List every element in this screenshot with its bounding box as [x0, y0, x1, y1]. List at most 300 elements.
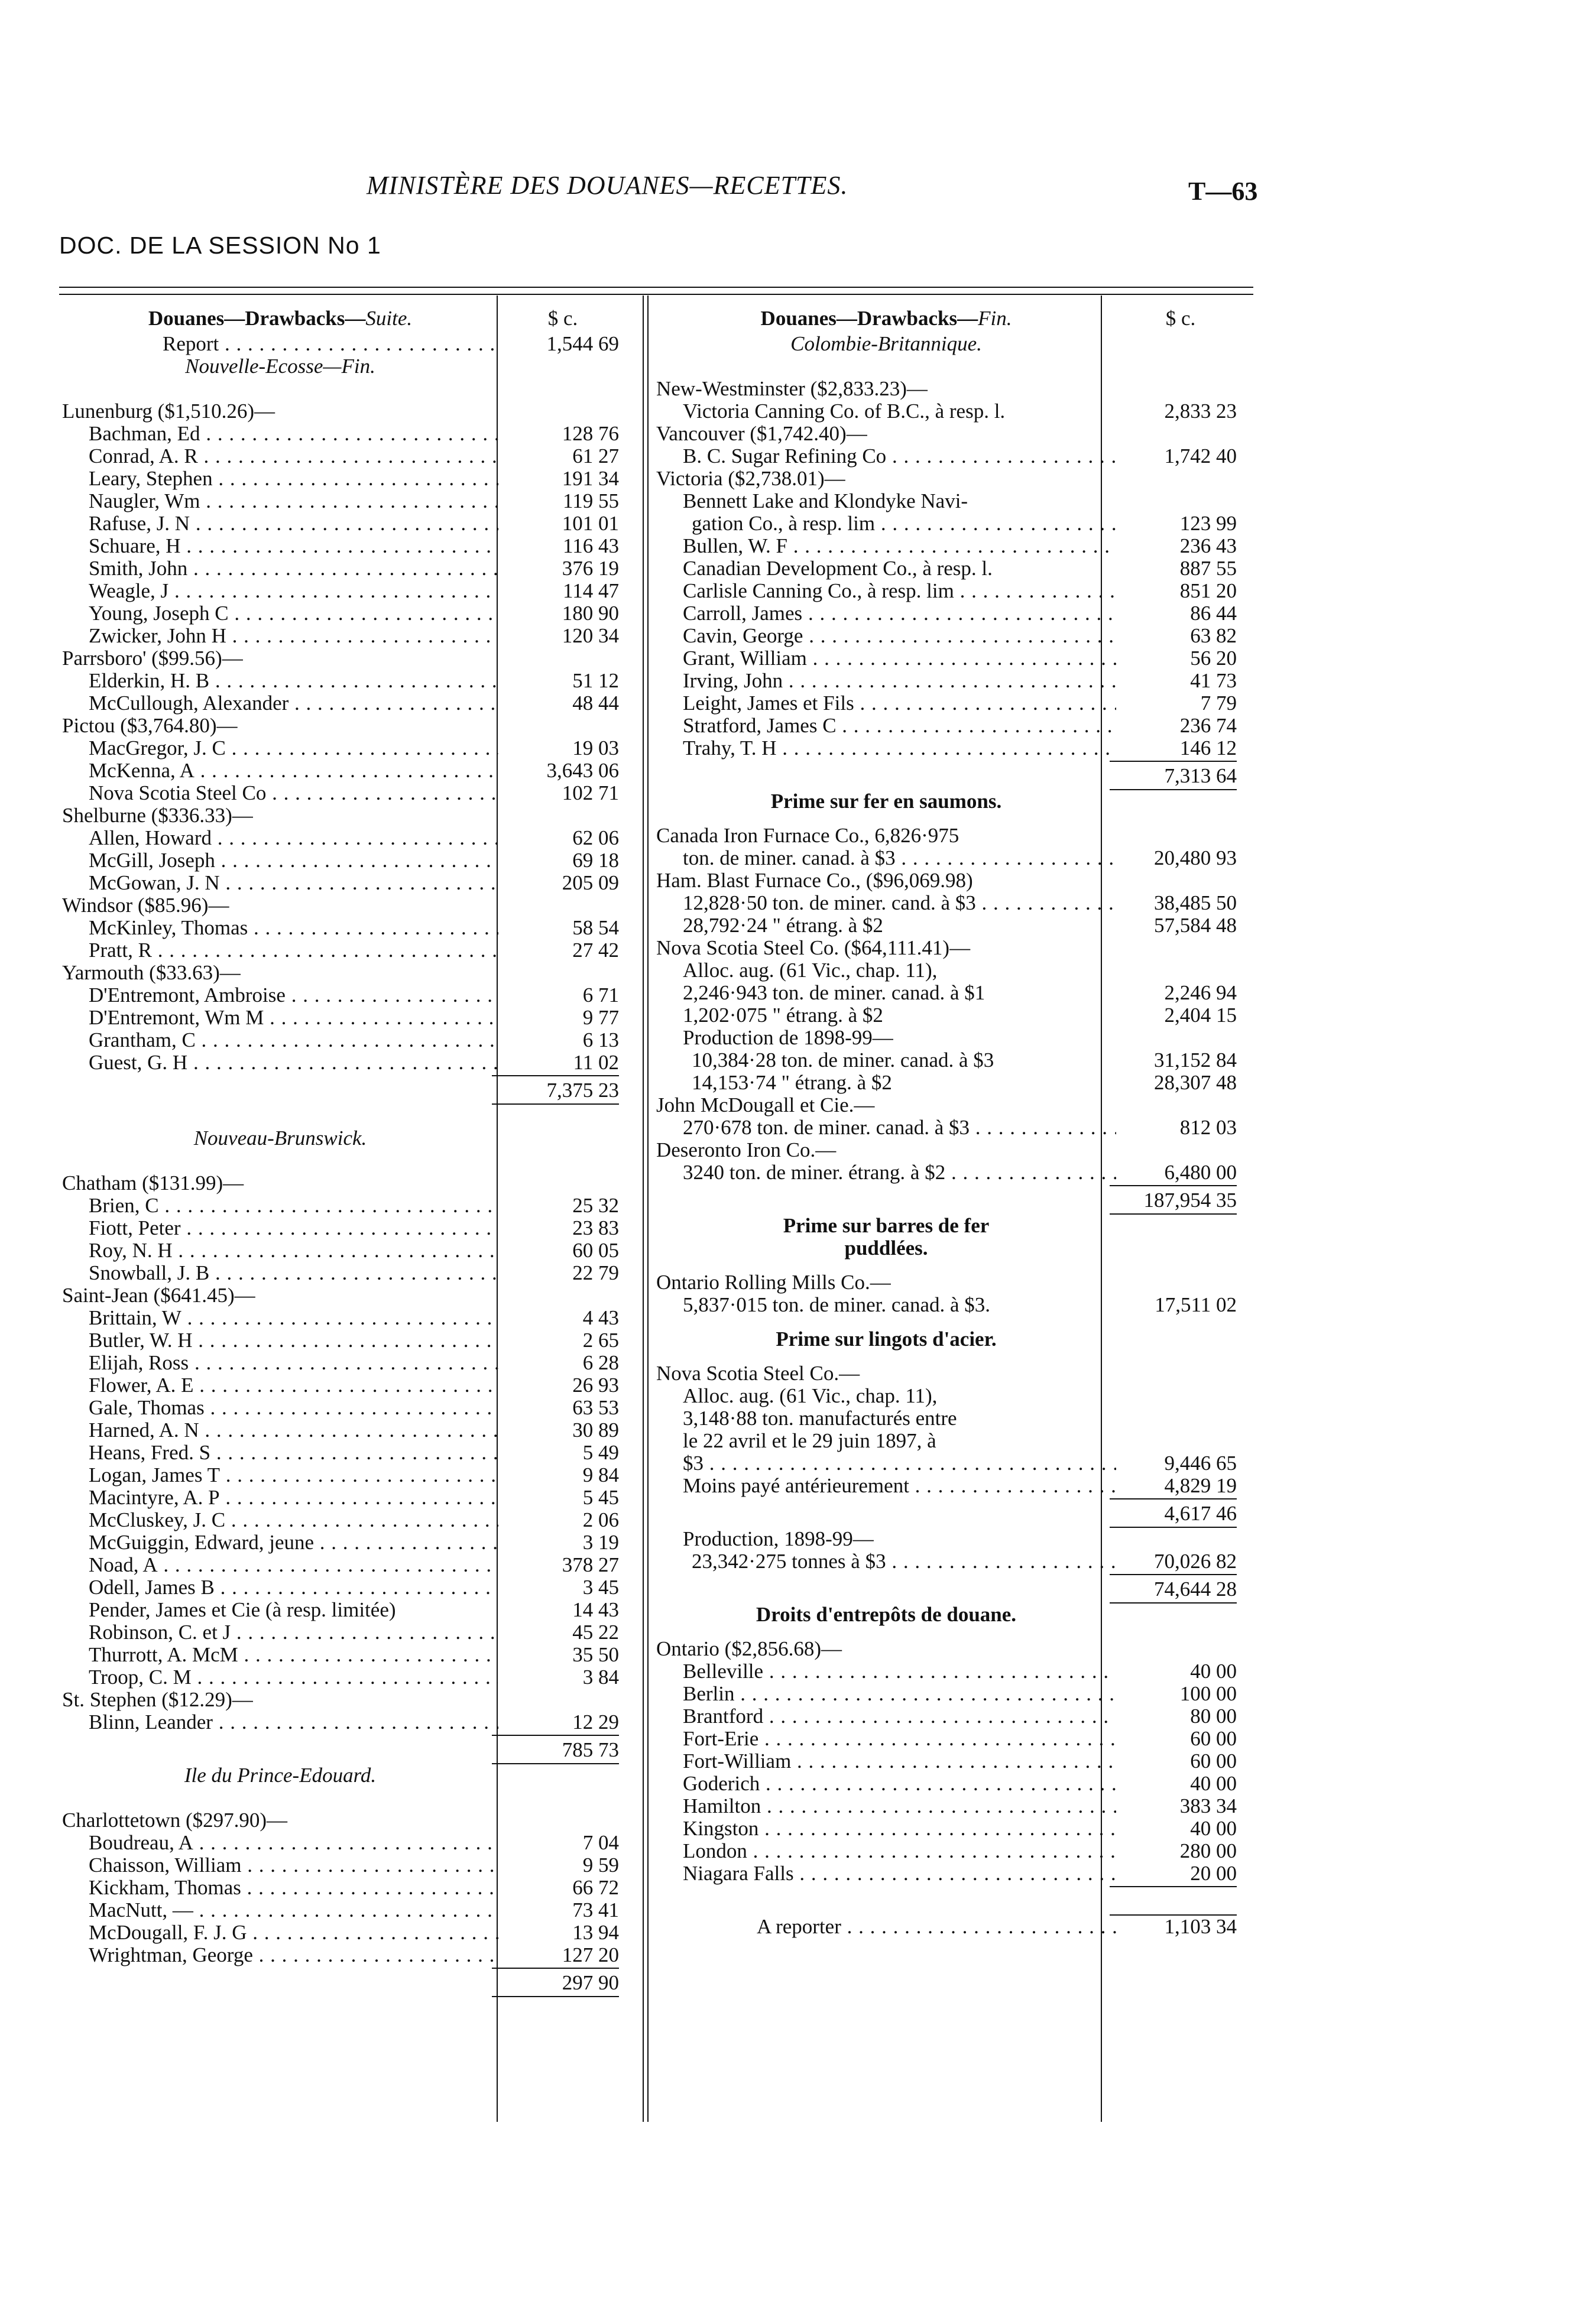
entry-row — [656, 625, 1247, 647]
leader-dots — [219, 333, 498, 355]
entry-label: London — [683, 1840, 747, 1862]
leader-dots — [286, 984, 498, 1007]
row-label-cell — [62, 557, 498, 580]
spacer — [62, 378, 630, 400]
entry-row — [62, 1307, 630, 1329]
leader-dots — [253, 1944, 498, 1966]
entry-amount: 146 12 — [1179, 736, 1237, 759]
entry-label: MacNutt, — — [89, 1899, 193, 1921]
group-heading-text: Nova Scotia Steel Co.— — [656, 1362, 860, 1385]
row-label-cell — [656, 1550, 1116, 1573]
row-label-cell — [656, 1407, 1116, 1430]
leader-dots — [763, 1660, 1116, 1683]
group-heading — [656, 1271, 1247, 1294]
group-heading-text: Nova Scotia Steel Co. ($64,111.41)— — [656, 937, 971, 959]
entry-label: Odell, James B — [89, 1576, 215, 1599]
entry-label: Flower, A. E — [89, 1374, 194, 1397]
entry-label: McCluskey, J. C — [89, 1509, 226, 1531]
leader-dots — [209, 670, 498, 692]
row-label-cell — [62, 490, 498, 512]
spacer — [656, 1260, 1247, 1271]
leader-dots — [704, 1452, 1116, 1475]
leader-dots — [196, 1029, 498, 1051]
subtotal-row — [62, 1734, 630, 1764]
entry-row — [62, 759, 630, 782]
entry-amount: 25 32 — [572, 1194, 619, 1217]
entry-row — [62, 1352, 630, 1374]
entry-label: Schuare, H — [89, 535, 181, 557]
left-heading: Douanes—Drawbacks—Suite. — [148, 307, 413, 330]
leader-dots — [200, 423, 498, 445]
row-label-cell — [656, 468, 1116, 490]
row-label-cell — [62, 1666, 498, 1689]
entry-amount: 40 00 — [1190, 1660, 1237, 1683]
entry-amount: 23 83 — [572, 1216, 619, 1239]
entry-amount: 73 41 — [572, 1898, 619, 1921]
entry-label: Carroll, James — [683, 602, 803, 625]
leader-dots — [758, 1817, 1116, 1840]
leader-dots — [747, 1840, 1116, 1862]
entry-amount: 35 50 — [572, 1643, 619, 1666]
entry-label: Rafuse, J. N — [89, 512, 190, 535]
row-label-cell — [62, 1127, 498, 1150]
spacer — [62, 1105, 630, 1127]
entry-row — [656, 1475, 1247, 1497]
leader-dots — [220, 1464, 498, 1486]
row-label-cell — [656, 647, 1116, 670]
row-label-cell — [656, 1660, 1116, 1683]
leader-dots — [763, 1705, 1116, 1728]
entry-label: MacGregor, J. C — [89, 737, 226, 759]
entry-row — [62, 1554, 630, 1576]
leader-dots — [199, 1419, 498, 1442]
entry-label: 14,153·74 " étrang. à $2 — [692, 1072, 892, 1094]
group-heading-text: Parrsboro' ($99.56)— — [62, 647, 243, 670]
leader-dots — [192, 1666, 498, 1689]
spacer — [656, 355, 1247, 378]
subtotal-amount: 7,313 64 — [1164, 764, 1237, 787]
leader-dots — [181, 1217, 498, 1239]
entry-amount: 3 84 — [582, 1666, 619, 1689]
row-label-cell — [62, 1509, 498, 1531]
entry-row — [62, 939, 630, 962]
entry-row — [62, 535, 630, 557]
row-label-cell — [62, 647, 498, 670]
row-label-cell — [62, 782, 498, 804]
carry-forward-row — [656, 1916, 1247, 1938]
entry-amount: 1,103 34 — [1164, 1915, 1237, 1938]
row-label-cell — [656, 333, 1116, 355]
entry-row — [656, 535, 1247, 557]
entry-label: 12,828·50 ton. de miner. cand. à $3 — [683, 892, 976, 914]
spacer — [62, 1787, 630, 1809]
entry-amount: 123 99 — [1179, 512, 1237, 535]
subtotal-row — [656, 1497, 1247, 1528]
entry-amount: 3 45 — [582, 1576, 619, 1599]
entry-label: Naugler, Wm — [89, 490, 200, 512]
entry-amount: 17,511 02 — [1155, 1293, 1237, 1316]
entry-label: Boudreau, A — [89, 1832, 193, 1854]
row-label-cell — [62, 1764, 498, 1787]
row-label-cell — [656, 490, 1116, 512]
center-divider-b — [647, 296, 649, 2122]
leader-dots — [791, 1750, 1116, 1773]
entry-amount: 128 76 — [562, 422, 619, 445]
leader-dots — [241, 1877, 498, 1899]
left-unit-header: $ c. — [547, 307, 578, 330]
row-label-cell — [62, 715, 498, 737]
entry-amount: 63 82 — [1190, 624, 1237, 647]
entry-amount: 236 74 — [1179, 714, 1237, 737]
row-label-cell — [62, 984, 498, 1007]
entry-amount: 80 00 — [1190, 1705, 1237, 1728]
row-label-cell — [62, 1217, 498, 1239]
leader-dots — [231, 1621, 498, 1644]
row-label-cell — [62, 1239, 498, 1262]
region-heading-text: Nouvelle-Ecosse—Fin. — [185, 355, 375, 378]
region-heading-text: Colombie-Britannique. — [790, 333, 982, 355]
row-label-cell — [656, 1430, 1116, 1452]
group-heading — [62, 1284, 630, 1307]
entry-row — [656, 490, 1247, 512]
entry-amount: 14 43 — [572, 1598, 619, 1621]
row-label-cell — [62, 1554, 498, 1576]
leader-dots — [194, 759, 498, 782]
entry-row — [62, 827, 630, 849]
subtotal-rule-bottom — [492, 1996, 619, 1997]
entry-amount: 3 19 — [582, 1531, 619, 1554]
entry-amount: 20 00 — [1190, 1862, 1237, 1885]
entry-label: 5,837·015 ton. de miner. canad. à $3. — [683, 1294, 991, 1316]
row-label-cell — [656, 1139, 1116, 1161]
entry-row — [62, 1944, 630, 1966]
entry-label: McGill, Joseph — [89, 849, 215, 872]
region-heading — [62, 1127, 630, 1150]
entry-label: McCullough, Alexander — [89, 692, 289, 715]
leader-dots — [168, 580, 498, 602]
entry-row — [656, 1161, 1247, 1184]
entry-amount: 27 42 — [572, 939, 619, 962]
entry-amount: 378 27 — [562, 1553, 619, 1576]
entry-amount: 31,152 84 — [1154, 1049, 1237, 1072]
leader-dots — [187, 557, 498, 580]
group-heading-text: Deseronto Iron Co.— — [656, 1139, 837, 1161]
section-heading-text: Droits d'entrepôts de douane. — [756, 1604, 1017, 1626]
entry-row — [62, 1854, 630, 1877]
group-heading — [656, 869, 1247, 892]
row-label-cell — [656, 869, 1116, 892]
entry-label: Chaisson, William — [89, 1854, 242, 1877]
entry-label: 23,342·275 tonnes à $3 — [692, 1550, 886, 1573]
entry-row — [656, 1072, 1247, 1094]
row-label-cell — [656, 557, 1116, 580]
group-heading — [62, 647, 630, 670]
entry-amount: 41 73 — [1190, 669, 1237, 692]
row-label-cell — [656, 790, 1116, 813]
leader-dots — [314, 1531, 498, 1554]
entry-row — [656, 445, 1247, 468]
spacer — [62, 1150, 630, 1172]
row-label-cell — [656, 1362, 1116, 1385]
leader-dots — [787, 535, 1116, 557]
entry-amount: 60 00 — [1190, 1750, 1237, 1773]
row-label-cell — [62, 1576, 498, 1599]
entry-row — [62, 423, 630, 445]
entry-row — [62, 872, 630, 894]
entry-row — [62, 468, 630, 490]
section-heading — [656, 790, 1247, 813]
group-heading-text: Pictou ($3,764.80)— — [62, 715, 238, 737]
entry-label: 1,202·075 " étrang. à $2 — [683, 1004, 883, 1027]
row-label-cell — [62, 1352, 498, 1374]
leader-dots — [181, 535, 498, 557]
entry-row — [62, 1644, 630, 1666]
entry-row — [62, 1486, 630, 1509]
entry-label: Niagara Falls — [683, 1862, 794, 1885]
entry-row — [656, 1004, 1247, 1027]
entry-amount: 86 44 — [1190, 602, 1237, 625]
entry-amount: 60 00 — [1190, 1727, 1237, 1750]
group-heading-text: Vancouver ($1,742.40)— — [656, 423, 867, 445]
entry-row — [62, 737, 630, 759]
entry-row — [62, 1442, 630, 1464]
entry-amount: 9 77 — [582, 1006, 619, 1029]
entry-row — [656, 670, 1247, 692]
entry-row — [656, 692, 1247, 715]
leader-dots — [247, 1921, 498, 1944]
group-heading — [656, 1362, 1247, 1385]
entry-row — [656, 647, 1247, 670]
row-label-cell — [656, 1728, 1116, 1750]
row-label-cell — [62, 692, 498, 715]
entry-amount: 1,742 40 — [1164, 444, 1237, 468]
entry-label: Brien, C — [89, 1195, 159, 1217]
leader-dots — [238, 1644, 498, 1666]
entry-amount: 62 06 — [572, 826, 619, 849]
entry-amount: 26 93 — [572, 1374, 619, 1397]
group-heading — [656, 378, 1247, 400]
group-heading-text: Canada Iron Furnace Co., 6,826·975 — [656, 825, 959, 847]
entry-amount: 851 20 — [1179, 579, 1237, 602]
row-label-cell — [656, 1840, 1116, 1862]
section-heading-text: puddlées. — [844, 1237, 928, 1260]
leader-dots — [210, 1442, 498, 1464]
entry-row — [656, 847, 1247, 869]
region-heading — [62, 355, 630, 378]
left-column — [62, 304, 630, 1997]
row-label-cell — [656, 892, 1116, 914]
entry-row — [62, 1599, 630, 1621]
entry-row — [62, 782, 630, 804]
leader-dots — [807, 647, 1116, 670]
row-label-cell — [656, 1528, 1116, 1550]
entry-label: Nova Scotia Steel Co — [89, 782, 267, 804]
leader-dots — [193, 1832, 498, 1854]
leader-dots — [209, 1262, 498, 1284]
row-label-cell — [656, 982, 1116, 1004]
group-heading — [62, 1172, 630, 1195]
row-label-cell — [656, 715, 1116, 737]
entry-label: McKenna, A — [89, 759, 194, 782]
page-number: T—63 — [1188, 177, 1258, 206]
entry-label: Allen, Howard — [89, 827, 212, 849]
row-label-cell — [62, 827, 498, 849]
entry-amount: 6 28 — [582, 1351, 619, 1374]
entry-label: Bullen, W. F — [683, 535, 787, 557]
center-divider-a — [643, 296, 644, 2122]
entry-amount: 6,480 00 — [1164, 1161, 1237, 1184]
entry-label: Wrightman, George — [89, 1944, 253, 1966]
row-label-cell — [62, 1029, 498, 1051]
right-heading: Douanes—Drawbacks—Fin. — [760, 307, 1012, 330]
row-label-cell — [62, 1809, 498, 1832]
row-label-cell — [62, 804, 498, 827]
entry-row — [656, 512, 1247, 535]
entry-amount: 2,833 23 — [1164, 400, 1237, 423]
entry-amount: 812 03 — [1179, 1116, 1237, 1139]
entry-row — [62, 1509, 630, 1531]
leader-dots — [159, 1195, 498, 1217]
entry-amount: 116 43 — [563, 534, 619, 557]
leader-dots — [854, 692, 1116, 715]
row-label-cell — [656, 400, 1116, 423]
entry-amount: 4,829 19 — [1164, 1474, 1237, 1497]
row-label-cell — [62, 917, 498, 939]
entry-label: Hamilton — [683, 1795, 761, 1817]
entry-label: B. C. Sugar Refining Co — [683, 445, 887, 468]
row-label-cell — [62, 1051, 498, 1074]
subtotal-row — [656, 1885, 1247, 1916]
entry-row — [656, 1027, 1247, 1049]
row-label-cell — [656, 378, 1116, 400]
entry-row — [656, 1430, 1247, 1452]
entry-amount: 887 55 — [1179, 557, 1237, 580]
row-label-cell — [62, 1531, 498, 1554]
leader-dots — [758, 1728, 1116, 1750]
row-label-cell — [656, 692, 1116, 715]
row-label-cell — [62, 1464, 498, 1486]
entry-amount: 40 00 — [1190, 1772, 1237, 1795]
row-label-cell — [656, 1750, 1116, 1773]
entry-row — [656, 1660, 1247, 1683]
entry-row — [62, 1531, 630, 1554]
group-heading — [62, 1809, 630, 1832]
entry-label: Pratt, R — [89, 939, 152, 962]
leader-dots — [229, 602, 498, 625]
entry-amount: 22 79 — [572, 1261, 619, 1284]
row-label-cell — [656, 625, 1116, 647]
leader-dots — [205, 1397, 498, 1419]
leader-dots — [225, 1509, 498, 1531]
leader-dots — [193, 1899, 498, 1921]
row-label-cell — [656, 535, 1116, 557]
entry-row — [62, 1217, 630, 1239]
entry-label: Smith, John — [89, 557, 188, 580]
entry-label: Fort-Erie — [683, 1728, 759, 1750]
subtotal-row — [62, 1074, 630, 1105]
entry-amount: 4 43 — [582, 1306, 619, 1329]
group-heading — [62, 804, 630, 827]
entry-row — [62, 1374, 630, 1397]
subtotal-row — [62, 1966, 630, 1997]
entry-amount: 6 13 — [582, 1028, 619, 1051]
entry-label: Macintyre, A. P — [89, 1486, 220, 1509]
row-label-cell — [656, 1475, 1116, 1497]
row-label-cell — [62, 670, 498, 692]
row-label-cell — [656, 1385, 1116, 1407]
entry-amount: 38,485 50 — [1154, 891, 1237, 914]
spacer — [656, 813, 1247, 825]
document-label: DOC. DE LA SESSION No 1 — [59, 232, 381, 259]
entry-label: Cavin, George — [683, 625, 803, 647]
section-heading-text: Prime sur lingots d'acier. — [776, 1328, 997, 1351]
row-label-cell — [656, 1916, 1116, 1938]
entry-label: 3,148·88 ton. manufacturés entre — [683, 1407, 957, 1430]
group-heading-text: St. Stephen ($12.29)— — [62, 1689, 253, 1711]
entry-row — [656, 557, 1247, 580]
right-heading-row — [656, 304, 1247, 333]
entry-label: 3240 ton. de miner. étrang. à $2 — [683, 1161, 946, 1184]
entry-amount: 127 20 — [562, 1943, 619, 1966]
subtotal-amount: 7,375 23 — [546, 1079, 619, 1102]
leader-dots — [794, 1862, 1116, 1885]
leader-dots — [193, 1329, 498, 1352]
entry-label: gation Co., à resp. lim — [692, 512, 876, 535]
entry-amount: 102 71 — [562, 781, 619, 804]
entry-row — [656, 1452, 1247, 1475]
subtotal-amount: 187,954 35 — [1143, 1189, 1237, 1212]
entry-label: Robinson, C. et J — [89, 1621, 231, 1644]
row-label-cell — [656, 445, 1116, 468]
entry-row — [656, 737, 1247, 759]
entry-label: Troop, C. M — [89, 1666, 192, 1689]
leader-dots — [226, 737, 498, 759]
row-label-cell — [656, 1604, 1116, 1626]
row-label-cell — [656, 847, 1116, 869]
entry-row — [62, 1576, 630, 1599]
section-heading — [656, 1215, 1247, 1237]
leader-dots — [213, 1711, 498, 1734]
entry-amount: 20,480 93 — [1154, 846, 1237, 869]
section-heading-text: Prime sur barres de fer — [783, 1215, 990, 1237]
entry-amount: 6 71 — [582, 984, 619, 1007]
entry-label: McGowan, J. N — [89, 872, 220, 894]
group-heading-text: Charlottetown ($297.90)— — [62, 1809, 288, 1832]
row-label-cell — [656, 1705, 1116, 1728]
group-heading — [62, 715, 630, 737]
entry-amount: 57,584 48 — [1154, 914, 1237, 937]
entry-row — [656, 914, 1247, 937]
leader-dots — [200, 490, 498, 512]
entry-amount: 119 55 — [563, 489, 619, 512]
row-label-cell — [62, 355, 498, 378]
entry-row — [656, 1049, 1247, 1072]
row-label-cell — [62, 1921, 498, 1944]
entry-amount: 69 18 — [572, 849, 619, 872]
section-heading — [656, 1604, 1247, 1626]
right-column — [656, 304, 1247, 1938]
group-heading — [656, 423, 1247, 445]
row-label-cell — [62, 1374, 498, 1397]
entry-label: Kickham, Thomas — [89, 1877, 241, 1899]
entry-label: Belleville — [683, 1660, 764, 1683]
group-heading-text: Lunenburg ($1,510.26)— — [62, 400, 275, 423]
entry-row — [62, 1262, 630, 1284]
entry-row — [656, 602, 1247, 625]
entry-label: Thurrott, A. McM — [89, 1644, 238, 1666]
leader-dots — [212, 827, 498, 849]
leader-dots — [264, 1007, 498, 1029]
